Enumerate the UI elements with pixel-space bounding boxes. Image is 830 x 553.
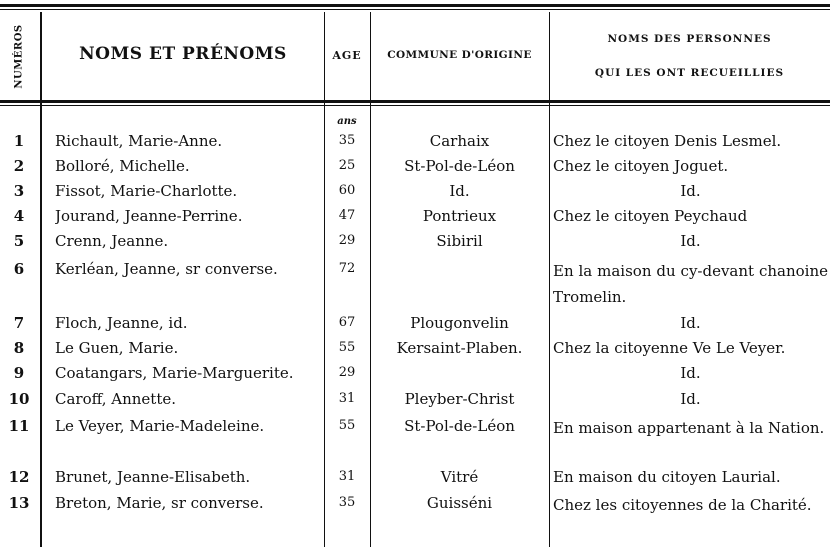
table-row: [0, 466, 830, 490]
row-number: 7: [13, 314, 25, 332]
row-commune: Kersaint-Plaben.: [396, 339, 523, 357]
row-number: 12: [8, 468, 30, 486]
row-number: 3: [13, 182, 25, 200]
table-row: [0, 205, 830, 229]
row-commune: Id.: [449, 182, 470, 200]
row-age: 29: [338, 233, 356, 248]
row-commune: Pontrieux: [422, 207, 497, 225]
table-row: [0, 337, 830, 361]
row-age: 31: [338, 469, 356, 484]
table-row: [0, 388, 830, 412]
row-name: Bolloré, Michelle.: [55, 157, 190, 175]
table-row: [0, 492, 830, 516]
table-row: [0, 230, 830, 254]
row-commune: Sibiril: [436, 232, 483, 250]
age-unit-label: ans: [337, 116, 357, 127]
row-number: 5: [13, 232, 25, 250]
row-person: Chez le citoyen Denis Lesmel.: [553, 132, 782, 150]
row-person: Chez le citoyen Joguet.: [553, 157, 729, 175]
row-person: Id.: [680, 182, 701, 200]
table-row: [0, 130, 830, 154]
row-number: 10: [8, 390, 30, 408]
row-name: Coatangars, Marie-Marguerite.: [55, 364, 294, 382]
row-commune: Vitré: [440, 468, 479, 486]
row-person: Id.: [680, 390, 701, 408]
row-commune: Guisséni: [426, 494, 493, 512]
row-age: 29: [338, 365, 356, 380]
header-numeros-text: NUMÉROS: [13, 23, 25, 89]
row-name: Fissot, Marie-Charlotte.: [55, 182, 238, 200]
row-person: En maison appartenant à la Nation.: [553, 419, 825, 437]
row-number: 6: [13, 260, 25, 278]
row-person: En maison du citoyen Laurial.: [553, 468, 781, 486]
row-age: 55: [338, 340, 356, 355]
top-rule-thin: [0, 9, 830, 10]
row-name: Kerléan, Jeanne, sr converse.: [55, 260, 278, 278]
row-person: Chez les citoyennes de la Charité.: [553, 496, 812, 514]
row-commune: Carhaix: [429, 132, 490, 150]
row-person: Chez la citoyenne Ve Le Veyer.: [553, 339, 786, 357]
row-name: Breton, Marie, sr converse.: [55, 494, 264, 512]
header-commune: COMMUNE D'ORIGINE: [387, 49, 532, 61]
row-age: 31: [338, 391, 356, 406]
row-name: Crenn, Jeanne.: [55, 232, 169, 250]
row-name: Caroff, Annette.: [55, 390, 177, 408]
row-name: Le Veyer, Marie-Madeleine.: [55, 417, 265, 435]
row-name: Le Guen, Marie.: [55, 339, 179, 357]
table-row: [0, 180, 830, 204]
row-person: Id.: [680, 364, 701, 382]
row-commune: St-Pol-de-Léon: [404, 417, 515, 435]
row-age: 35: [338, 133, 356, 148]
row-age: 55: [338, 418, 356, 433]
row-age: 25: [338, 158, 356, 173]
row-commune: Pleyber-Christ: [404, 390, 515, 408]
row-commune: Plougonvelin: [410, 314, 509, 332]
row-commune: St-Pol-de-Léon: [404, 157, 515, 175]
header-rule-thick: [0, 100, 830, 103]
header-age: AGE: [332, 49, 362, 62]
header-persons-line1: NOMS DES PERSONNES: [607, 33, 772, 45]
row-age: 35: [338, 495, 356, 510]
top-rule-thick: [0, 4, 830, 7]
row-number: 11: [8, 417, 30, 435]
row-age: 60: [338, 183, 356, 198]
row-name: Floch, Jeanne, id.: [55, 314, 188, 332]
row-number: 13: [8, 494, 30, 512]
row-person: Id.: [680, 232, 701, 250]
table-row: [0, 312, 830, 336]
header-noms: NOMS ET PRÉNOMS: [79, 44, 287, 64]
row-number: 4: [13, 207, 25, 225]
row-number: 1: [13, 132, 25, 150]
table-row: [0, 258, 830, 306]
header-numeros: [2, 14, 36, 98]
row-number: 2: [13, 157, 25, 175]
table-row: [0, 155, 830, 179]
row-person: Chez le citoyen Peychaud: [553, 207, 748, 225]
row-person: Id.: [680, 314, 701, 332]
row-name: Richault, Marie-Anne.: [55, 132, 223, 150]
row-age: 47: [338, 208, 356, 223]
row-number: 8: [13, 339, 25, 357]
row-name: Brunet, Jeanne-Elisabeth.: [55, 468, 251, 486]
row-age: 72: [338, 261, 356, 276]
header-persons-line2: QUI LES ONT RECUEILLIES: [594, 67, 785, 79]
row-age: 67: [338, 315, 356, 330]
table-row: [0, 362, 830, 386]
header-rule-thin: [0, 105, 830, 106]
table-row: [0, 415, 830, 439]
row-name: Jourand, Jeanne-Perrine.: [55, 207, 243, 225]
row-person: En la maison du cy-devant chanoine Tromelin.: [553, 262, 828, 306]
row-number: 9: [13, 364, 25, 382]
